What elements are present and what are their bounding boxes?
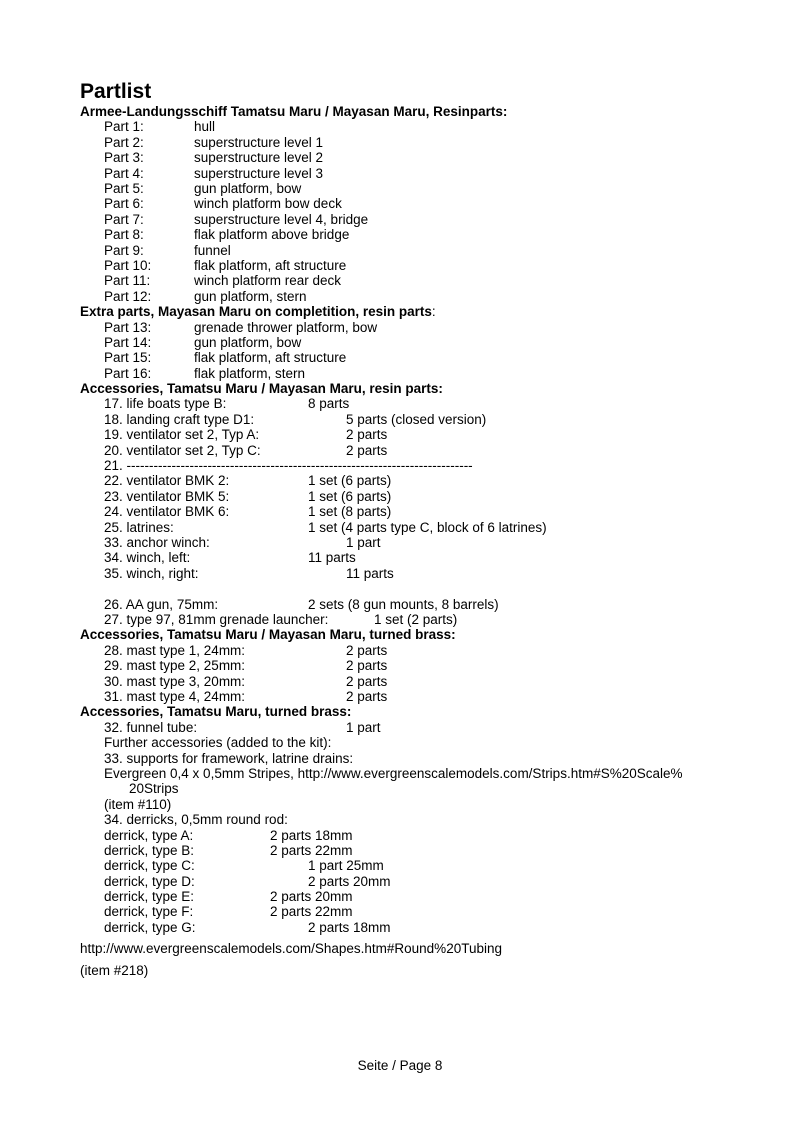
item-value: hull [194, 119, 216, 135]
item-label: derrick, type D: [104, 873, 195, 889]
list-item [80, 366, 770, 381]
list-item [80, 473, 770, 488]
list-item [80, 504, 770, 519]
list-item [80, 320, 770, 335]
section-heading-accessories-resin: Accessories, Tamatsu Maru / Mayasan Maru, resin parts: [80, 381, 443, 397]
list-item [80, 166, 770, 181]
page-title: Partlist [80, 80, 152, 103]
list-item [80, 119, 770, 134]
item-value: 2 parts 22mm [270, 904, 353, 920]
item-value: flak platform, aft structure [194, 257, 347, 273]
evergreen-strips-url-cont: 20Strips [129, 781, 179, 797]
item-label: Part 3: [104, 150, 144, 166]
item-label: 17. life boats type B: [104, 396, 227, 412]
list-item [80, 150, 770, 165]
item-value: grenade thrower platform, bow [194, 319, 378, 335]
item-value: 2 parts [346, 658, 388, 674]
item-label: derrick, type F: [104, 904, 194, 920]
item-label: derrick, type G: [104, 919, 196, 935]
item-label: Part 1: [104, 119, 144, 135]
item-value: superstructure level 2 [194, 150, 324, 166]
list-item [80, 243, 770, 258]
item-value: gun platform, bow [194, 180, 302, 196]
list-item [80, 350, 770, 365]
list-item [80, 874, 770, 889]
item-label: Part 10: [104, 257, 152, 273]
item-label: 18. landing craft type D1: [104, 411, 255, 427]
list-item [80, 212, 770, 227]
item-value: 2 sets (8 gun mounts, 8 barrels) [308, 596, 499, 612]
list-item [80, 427, 770, 442]
item-value: flak platform, aft structure [194, 350, 347, 366]
list-item [80, 181, 770, 196]
item-value: 2 parts [346, 673, 388, 689]
list-item [80, 273, 770, 288]
list-item [80, 920, 770, 935]
list-item [80, 597, 770, 612]
item-218-text: (item #218) [80, 962, 149, 978]
item-value: 8 parts [308, 396, 350, 412]
list-item [80, 904, 770, 919]
item-label: 30. mast type 3, 20mm: [104, 673, 246, 689]
list-item [80, 828, 770, 843]
item-value: 1 set (8 parts) [308, 504, 392, 520]
list-item [80, 858, 770, 873]
item-value: flak platform above bridge [194, 227, 350, 243]
item-value: 2 parts 18mm [270, 827, 353, 843]
item-label: Part 12: [104, 288, 152, 304]
item-label: 20. ventilator set 2, Typ C: [104, 442, 261, 458]
item-label: 33. anchor winch: [104, 534, 210, 550]
item-label: 35. winch, right: [104, 565, 199, 581]
derricks-line: 34. derricks, 0,5mm round rod: [104, 812, 288, 828]
item-value: 1 set (6 parts) [308, 473, 392, 489]
item-value: 2 parts [346, 427, 388, 443]
list-item [80, 550, 770, 565]
item-label: 24. ventilator BMK 6: [104, 504, 230, 520]
evergreen-strips-url: Evergreen 0,4 x 0,5mm Stripes, http://www.evergreenscalemodels.com/Strips.htm#S%20Scale% [104, 765, 683, 781]
list-item [80, 443, 770, 458]
list-item [80, 412, 770, 427]
derrick-list [80, 828, 770, 936]
item-value: 2 parts 18mm [308, 919, 391, 935]
list-item [80, 643, 770, 658]
item-value: 2 parts 22mm [270, 842, 353, 858]
round-tubing-url-text: http://www.evergreenscalemodels.com/Shapes.htm#Round%20Tubing [80, 941, 502, 957]
item-label: derrick, type B: [104, 842, 195, 858]
item-label: 32. funnel tube: [104, 719, 198, 735]
list-item [80, 674, 770, 689]
section-accessories-resin-list-2 [80, 597, 770, 628]
item-value: gun platform, bow [194, 334, 302, 350]
list-item [80, 658, 770, 673]
round-tubing-url [80, 941, 770, 956]
item-value: flak platform, stern [194, 365, 306, 381]
list-item [80, 135, 770, 150]
item-label: Part 7: [104, 211, 144, 227]
section-turned-brass-list [80, 643, 770, 705]
item-value: winch platform bow deck [194, 196, 342, 212]
page-footer: Seite / Page 8 [357, 1058, 443, 1073]
supports-line: 33. supports for framework, latrine drains: [104, 750, 354, 766]
item-218 [80, 963, 770, 978]
list-item [80, 889, 770, 904]
list-item-funnel [80, 720, 770, 735]
partlist-page [80, 80, 770, 978]
item-label: 21. ----------------------------------------------------------------------------- [104, 458, 473, 474]
item-label: 19. ventilator set 2, Typ A: [104, 427, 260, 443]
item-value: 2 parts [346, 442, 388, 458]
item-label: Part 2: [104, 134, 144, 150]
item-label: Part 6: [104, 196, 144, 212]
item-label: 26. AA gun, 75mm: [104, 596, 219, 612]
item-label: Part 14: [104, 334, 152, 350]
item-label: 29. mast type 2, 25mm: [104, 658, 246, 674]
item-value: winch platform rear deck [194, 273, 342, 289]
extra-parts-heading-text: Extra parts, Mayasan Maru on completition, resin parts [80, 304, 432, 320]
list-item [80, 566, 770, 581]
item-value: 11 parts [346, 565, 394, 581]
item-value: 11 parts [308, 550, 356, 566]
list-item [80, 396, 770, 411]
section-resinparts-list [80, 119, 770, 304]
item-value: 2 parts 20mm [270, 889, 353, 905]
item-value: 1 part 25mm [308, 858, 384, 874]
item-value: 1 part [346, 534, 381, 550]
item-value: superstructure level 3 [194, 165, 324, 181]
item-label: derrick, type E: [104, 889, 195, 905]
section-heading-resinparts: Armee-Landungsschiff Tamatsu Maru / Mayasan Maru, Resinparts: [80, 104, 508, 119]
list-item [80, 335, 770, 350]
item-label: 34. winch, left: [104, 550, 191, 566]
section-heading-extra-parts [80, 304, 770, 319]
list-item [80, 227, 770, 242]
item-value: 1 set (2 parts) [374, 611, 458, 627]
item-label: Part 16: [104, 365, 152, 381]
extra-parts-heading-colon: : [431, 304, 436, 320]
item-label: 22. ventilator BMK 2: [104, 473, 230, 489]
item-label: 27. type 97, 81mm grenade launcher: [104, 611, 329, 627]
list-item [80, 489, 770, 504]
item-value: 1 part [346, 719, 381, 735]
list-item [80, 458, 770, 473]
list-item [80, 258, 770, 273]
item-label: Part 4: [104, 165, 144, 181]
list-item [80, 843, 770, 858]
item-label: Part 15: [104, 350, 152, 366]
item-label: 31. mast type 4, 24mm: [104, 688, 246, 704]
item-label: 28. mast type 1, 24mm: [104, 642, 246, 658]
section-accessories-resin-list [80, 396, 770, 581]
item-value: 2 parts [346, 688, 388, 704]
item-label: Part 13: [104, 319, 152, 335]
item-value: 1 set (4 parts type C, block of 6 latrines) [308, 519, 547, 535]
item-label: Part 11: [104, 273, 151, 289]
list-item [80, 612, 770, 627]
item-label: derrick, type A: [104, 827, 194, 843]
list-item [80, 196, 770, 211]
list-item [80, 520, 770, 535]
further-accessories: Further accessories (added to the kit): [104, 735, 332, 751]
item-110: (item #110) [104, 796, 172, 812]
item-label: 23. ventilator BMK 5: [104, 488, 230, 504]
list-item [80, 535, 770, 550]
list-item [80, 289, 770, 304]
item-label: Part 5: [104, 180, 144, 196]
item-label: 25. latrines: [104, 519, 174, 535]
item-label: derrick, type C: [104, 858, 195, 874]
item-value: superstructure level 1 [194, 134, 324, 150]
spacer [80, 581, 770, 596]
item-value: gun platform, stern [194, 288, 307, 304]
section-heading-turned-brass: Accessories, Tamatsu Maru / Mayasan Maru, turned brass: [80, 627, 456, 643]
item-value: superstructure level 4, bridge [194, 211, 369, 227]
item-label: Part 8: [104, 227, 144, 243]
item-value: 5 parts (closed version) [346, 411, 487, 427]
item-label: Part 9: [104, 242, 144, 258]
list-item [80, 689, 770, 704]
item-value: funnel [194, 242, 231, 258]
item-value: 2 parts [346, 642, 388, 658]
item-value: 2 parts 20mm [308, 873, 391, 889]
section-heading-tamatsu-brass: Accessories, Tamatsu Maru, turned brass: [80, 704, 352, 720]
item-value: 1 set (6 parts) [308, 488, 392, 504]
section-extra-parts-list [80, 320, 770, 382]
